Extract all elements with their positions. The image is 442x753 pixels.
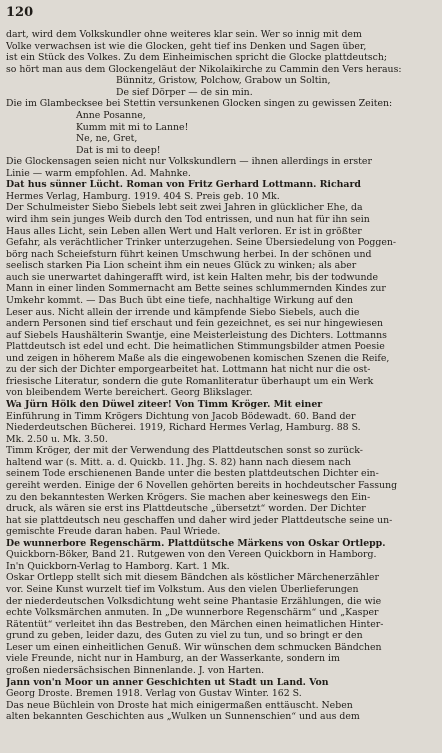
text-line: so hört man aus dem Glockengeläut der Nikolaikirche zu Cammin den Vers heraus: — [6, 63, 402, 75]
page-number: 120 — [6, 5, 34, 20]
text-line: von bleibendem Werte bereichert. Georg Blikslager. — [6, 387, 253, 399]
text-line: Jann von'n Moor un anner Geschichten ut Stadt un Land. Von — [6, 676, 329, 688]
text-line: De sief Dörper — de sin min. — [116, 86, 253, 98]
text-line: ist ein Stück des Volkes. Zu dem Einheimischen spricht die Glocke plattdeutsch; — [6, 52, 388, 64]
text-line: Einführung in Timm Krögers Dichtung von Jacob Bödewadt. 60. Band der — [6, 410, 356, 422]
text-line: Oskar Ortlepp stellt sich mit diesem Bändchen als köstlicher Märchenerzähler — [6, 572, 379, 584]
text-line: Anne Posanne, — [76, 109, 146, 121]
text-line: friesische Literatur, sondern die gute Romanliteratur überhaupt um ein Werk — [6, 375, 374, 387]
text-line: grund zu geben, leider dazu, des Guten zu viel zu tun, und so bringt er den — [6, 630, 363, 642]
text-line: Leser um einen einheitlichen Genuß. Wir wünschen dem schmucken Bändchen — [6, 641, 382, 653]
text-line: Dat is mi to deep! — [76, 144, 161, 156]
text-line: großen niedersächsischen Binnenlande. J. von Harten. — [6, 664, 265, 676]
text-line: In'n Quickborn-Verlag to Hamborg. Kart. 1 Mk. — [6, 560, 230, 572]
text-line: Die im Glambecksee bei Stettin versunkenen Glocken singen zu gewissen Zeiten: — [6, 98, 393, 110]
text-line: De wunnerbore Regenschärm. Plattdütsche Märkens von Oskar Ortlepp. — [6, 537, 386, 549]
text-line: andern Personen sind tief erschaut und fein gezeichnet, es sei nur hingewiesen — [6, 318, 384, 330]
text-line: seinem Tode erschienenen Bande unter die besten plattdeutschen Dichter ein- — [6, 468, 379, 480]
text-line: Bünnitz, Gristow, Polchow, Grabow un Soltin, — [116, 75, 331, 87]
text-line: Das neue Büchlein von Droste hat mich einigermaßen enttäuscht. Neben — [6, 699, 353, 711]
text-line: wird ihm sein junges Weib durch den Tod entrissen, und nun hat für ihn sein — [6, 214, 370, 225]
text-line: Wa Jürn Hölk den Düwel ziteer! Von Timm Kröger. Mit einer — [6, 399, 323, 410]
text-line: Dat hus sünner Lücht. Roman von Fritz Gerhard Lottmann. Richard — [6, 179, 361, 191]
text-line: Leser aus. Nicht allein der irrende und kämpfende Siebo Siebels, auch die — [6, 306, 360, 318]
text-line: druck, als wären sie erst ins Plattdeutsche „übersetzt“ worden. Der Dichter — [6, 503, 366, 515]
text-line: Gefahr, als verächtlicher Trinker unterzugehen. Seine Übersiedelung von Poggen- — [6, 237, 397, 249]
text-line: hat sie plattdeutsch neu geschaffen und daher wird jeder Plattdeutsche seine un- — [6, 514, 393, 526]
text-line: echte Volksmärchen anmuten. In „De wunnerbore Regenschärm“ und „Kasper — [6, 607, 379, 619]
text-line: und zeigen in höherem Maße als die eingewobenen komischen Szenen die Reife, — [6, 352, 390, 364]
text-line: zu der sich der Dichter emporgearbeitet hat. Lottmann hat nicht nur die ost- — [6, 364, 371, 376]
text-line: Mann in einer linden Sommernacht am Bette seines schlummernden Kindes zur — [6, 283, 386, 295]
text-line: Umkehr kommt. — Das Buch übt eine tiefe, nachhaltige Wirkung auf den — [6, 294, 354, 306]
text-line: börg nach Scheiefsturn führt keinen Umschwung herbei. In der schönen und — [6, 248, 372, 260]
text-line: auf Siebels Haushälterin Swantje, eine Meisterleistung des Dichters. Lottmanns — [6, 329, 387, 341]
text-line: Haus alles Licht, sein Leben allen Wert und Halt verloren. Er ist in größter — [6, 225, 362, 237]
text-line: Georg Droste. Bremen 1918. Verlag von Gustav Winter. 162 S. — [6, 688, 302, 700]
text-line: Ne, ne, Gret, — [76, 133, 138, 145]
text-line: Mk. 2.50 u. Mk. 3.50. — [6, 433, 108, 445]
text-line: Timm Kröger, der mit der Verwendung des Plattdeutschen sonst so zurück- — [6, 445, 363, 457]
text-line: gereiht werden. Einige der 6 Novellen gehörten bereits in hochdeutscher Fassung — [6, 479, 398, 491]
text-line: gemischte Freude daran haben. Paul Wriede. — [6, 526, 221, 538]
text-line: auch sie unerwartet dahingerafft wird, ist kein Halten mehr, bis der todwunde — [6, 271, 379, 283]
text-line: haltend war (s. Mitt. a. d. Quickb. 11. Jhg. S. 82) hann nach diesem nach — [6, 456, 352, 468]
text-line: zu den bekanntesten Werken Krögers. Sie machen aber keineswegs den Ein- — [6, 491, 371, 503]
text-line: Kumm mit mi to Lanne! — [76, 121, 189, 133]
text-line: Volke verwachsen ist wie die Glocken, geht tief ins Denken und Sagen über, — [6, 40, 367, 52]
text-line: Der Schulmeister Siebo Siebels lebt seit zwei Jahren in glücklicher Ehe, da — [6, 202, 363, 214]
page-body — [6, 29, 436, 723]
text-line: Linie — warm empfohlen. Ad. Mahnke. — [6, 167, 191, 179]
text-line: Plattdeutsch ist edel und echt. Die heimatlichen Stimmungsbilder atmen Poesie — [6, 341, 385, 353]
text-line: seelisch starken Pia Lion scheint ihm ein neues Glück zu winken; als aber — [6, 260, 357, 272]
text-line: der niederdeutschen Volksdichtung weht seine Phantasie Erzählungen, die wie — [6, 595, 382, 607]
text-line: Hermes Verlag, Hamburg. 1919. 404 S. Preis geb. 10 Mk. — [6, 190, 280, 202]
text-line: dart, wird dem Volkskundler ohne weiteres klar sein. Wer so innig mit dem — [6, 29, 362, 40]
text-line: Quickborn-Böker, Band 21. Rutgewen von den Vereen Quickborn in Hamborg. — [6, 549, 377, 561]
text-line: Die Glockensagen seien nicht nur Volkskundlern — ihnen allerdings in erster — [6, 156, 372, 168]
text-line: vor. Seine Kunst wurzelt tief im Volkstum. Aus den vielen Überlieferungen — [6, 584, 359, 595]
text-line: viele Freunde, nicht nur in Hamburg, an der Wasserkante, sondern im — [6, 653, 340, 665]
text-line: Niederdeutschen Bücherei. 1919, Richard Hermes Verlag, Hamburg. 88 S. — [6, 422, 361, 434]
text-line: Rätentüt“ verleitet ihn das Bestreben, den Märchen einen heimatlichen Hinter- — [6, 618, 384, 630]
text-line: alten bekannten Geschichten aus „Wulken un Sunnenschien“ und aus dem — [6, 711, 360, 723]
